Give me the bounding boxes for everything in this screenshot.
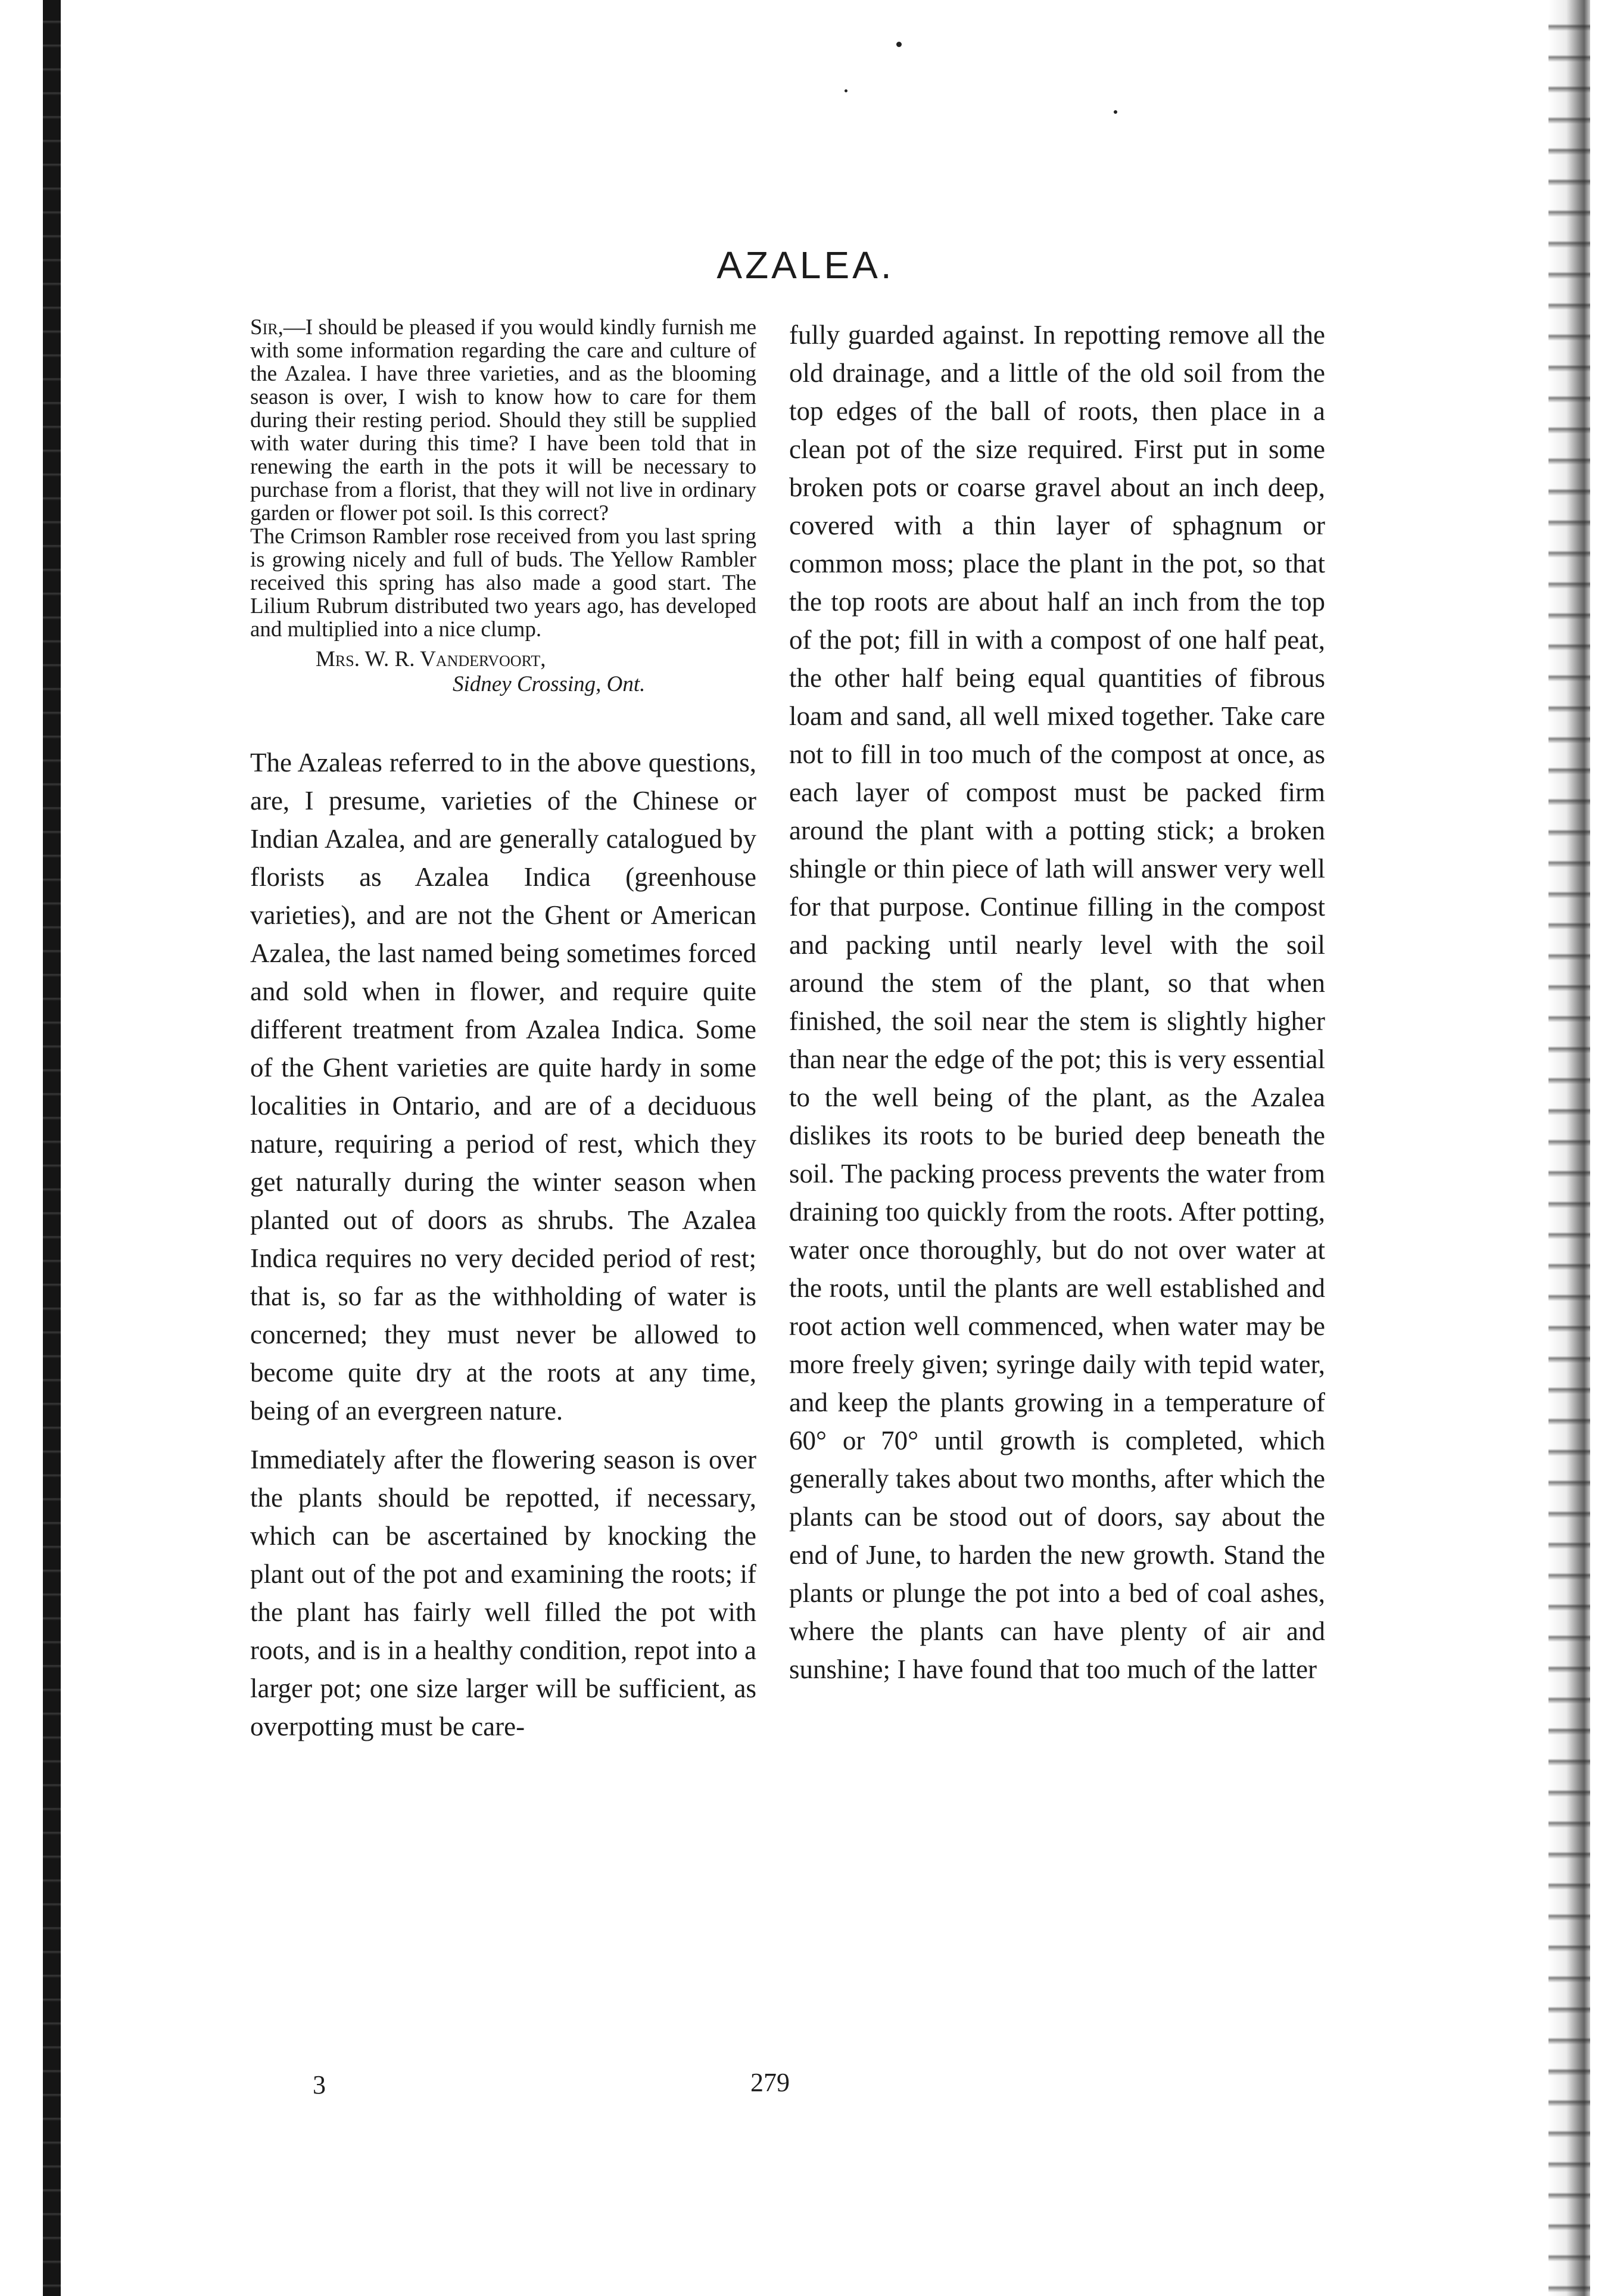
scan-binding-edge: [43, 0, 61, 2296]
scan-speck: [845, 89, 847, 92]
reply-paragraph-2-continued: fully guarded against. In repotting remove all the old drainage, and a little of the old soil from the top edges of the ball of roots, then place in a clean pot of the size required. First put in some broken pots or coarse gravel about an inch deep, covered with a thin layer of sphagnum or common moss; place the plant in the pot, so that the top roots are about half an inch from the top of the pot; fill in with a compost of one half peat, the other half being equal quantities of fibrous loam and sand, all well mixed together. Take care not to fill in too much of the compost at once, as each layer of compost must be packed firm around the plant with a potting stick; a broken shingle or thin piece of lath will answer very well for that purpose. Continue filling in the compost and packing until nearly level with the soil around the stem of the plant, so that when finished, the soil near the stem is slightly higher than near the edge of the pot; this is very essential to the well being of the plant, as the Azalea dislikes its roots to be buried deep beneath the soil. The packing process prevents the water from draining too quickly from the roots. After potting, water once thoroughly, but do not over water at the roots, until the plants are well established and root action well commenced, when water may be more freely given; syringe daily with tepid water, and keep the plants growing in a temperature of 60° or 70° until growth is completed, which generally takes about two months, after which the plants can be stood out of doors, say about the end of June, to harden the new growth. Stand the plants or plunge the pot into a bed of coal ashes, where the plants can have plenty of air and sunshine; I have found that too much of the latter: [789, 320, 1325, 1684]
signature-name: Mrs. W. R. Vandervoort,: [316, 647, 546, 671]
scan-speck: [1114, 110, 1117, 114]
right-column: [789, 316, 1325, 1688]
left-column: [250, 316, 756, 1746]
letter-salutation: Sir,: [250, 315, 283, 340]
letter-paragraph-2: The Crimson Rambler rose received from you last spring is growing nicely and full of buds. The Yellow Rambler received this spring has also made a good start. The Lilium Rubrum distributed two years ago, has developed and multiplied into a nice clump.: [250, 524, 756, 642]
scan-page-edge: [1548, 0, 1590, 2296]
signature-mark: 3: [313, 2070, 326, 2099]
letter-signature: [250, 647, 756, 697]
reply-paragraph-2-start: Immediately after the flowering season is over the plants should be repotted, if necessary, which can be ascertained by knocking the plant out of the pot and examining the roots; if the plant has fairly well filled the pot with roots, and is in a healthy condition, repot into a larger pot; one size larger will be sufficient, as overpotting must be care-: [250, 1445, 756, 1741]
scan-speck: [896, 42, 902, 47]
letter-paragraph-1-text: —I should be pleased if you would kindly furnish me with some information regarding the care and culture of the Azalea. I have three varieties, and as the blooming season is over, I wish to know how to care for them during their resting period. Should they still be supplied with water during this time? I have been told that in renewing the earth in the pots it will be necessary to purchase from a florist, that they will not live in ordinary garden or flower pot soil. Is this correct?: [250, 315, 756, 525]
article-title: AZALEA.: [716, 244, 895, 287]
reply-paragraph-1: The Azaleas referred to in the above questions, are, I presume, varieties of the Chinese or Indian Azalea, and are generally catalogued by florists as Azalea Indica (greenhouse varieties), and are not the Ghent or American Azalea, the last named being sometimes forced and sold when in flower, and require quite different treatment from Azalea Indica. Some of the Ghent varieties are quite hardy in some localities in Ontario, and are of a deciduous nature, requiring a period of rest, which they get naturally during the winter season when planted out of doors as shrubs. The Azalea Indica requires no very decided period of rest; that is, so far as the withholding of water is concerned; they must never be allowed to become quite dry at the roots at any time, being of an evergreen nature.: [250, 748, 756, 1426]
letter-paragraph-1: [250, 316, 756, 525]
page-number: 279: [750, 2068, 790, 2097]
signature-place: Sidney Crossing, Ont.: [453, 672, 646, 696]
